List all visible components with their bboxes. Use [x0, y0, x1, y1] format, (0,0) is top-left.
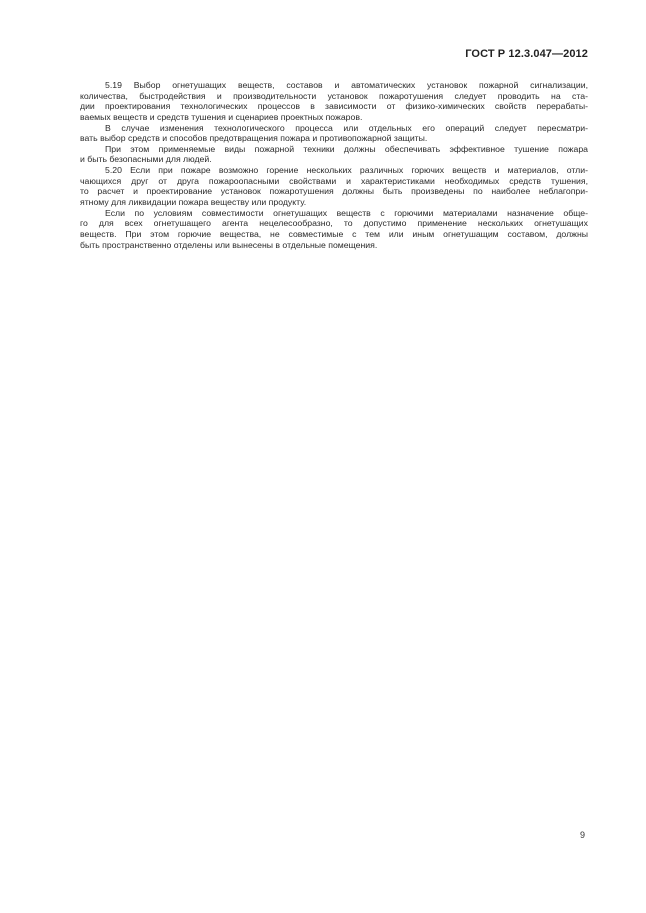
document-header: ГОСТ Р 12.3.047—2012 [465, 48, 588, 60]
text-line: 5.19 Выбор огнетушащих веществ, составов и автоматических установок пожарной сигнализации, [105, 80, 588, 90]
text-line: ваемых веществ и средств тушения и сценариев проектных пожаров. [80, 111, 363, 122]
text-line: 5.20 Если при пожаре возможно горение нескольких различных горючих веществ и материалов, отли- [105, 165, 588, 176]
page-number: 9 [580, 830, 586, 840]
text-line: и быть безопасными для людей. [80, 154, 212, 165]
paragraph-5-20 [80, 165, 588, 208]
text-line: быть пространственно отделены или вынесены в отдельные помещения. [80, 239, 378, 250]
text-line: При этом применяемые виды пожарной техники должны обеспечивать эффективное тушение пожара [105, 143, 588, 154]
text-line: чающихся друг от друга пожароопасными свойствами и характеристиками необходимых средств тушения, [80, 175, 588, 186]
text-line: ятному для ликвидации пожара веществу или продукту. [80, 197, 307, 208]
text-line: веществ. При этом горючие вещества, не совместимые с тем или иным огнетушащим составом, должны [80, 228, 588, 239]
text-line: Если по условиям совместимости огнетушащих веществ с горючими материалами назначение обще- [105, 207, 588, 218]
text-line: го для всех огнетушащего агента нецелесообразно, то допустимо применение нескольких огнетушащих [80, 218, 588, 229]
paragraph-fire-equipment [80, 144, 588, 165]
document-body [80, 80, 588, 250]
text-line: вать выбор средств и способов предотвращения пожара и противопожарной защиты. [80, 133, 428, 144]
text-line: то расчет и проектирование установок пожаротушения должны быть произведены по наиболее неблагопри- [80, 186, 588, 197]
text-line: дии проектирования технологических процессов в зависимости от физико-химических свойств перерабаты- [80, 101, 588, 112]
text-line: В случае изменения технологического процесса или отдельных его операций следует пересматри- [105, 122, 588, 133]
text-line: количества, быстродействия и производительности установок пожаротушения следует проводить на ста- [80, 90, 588, 101]
paragraph-compatibility [80, 208, 588, 251]
paragraph-5-19 [80, 80, 588, 123]
paragraph-change-of-process [80, 123, 588, 144]
